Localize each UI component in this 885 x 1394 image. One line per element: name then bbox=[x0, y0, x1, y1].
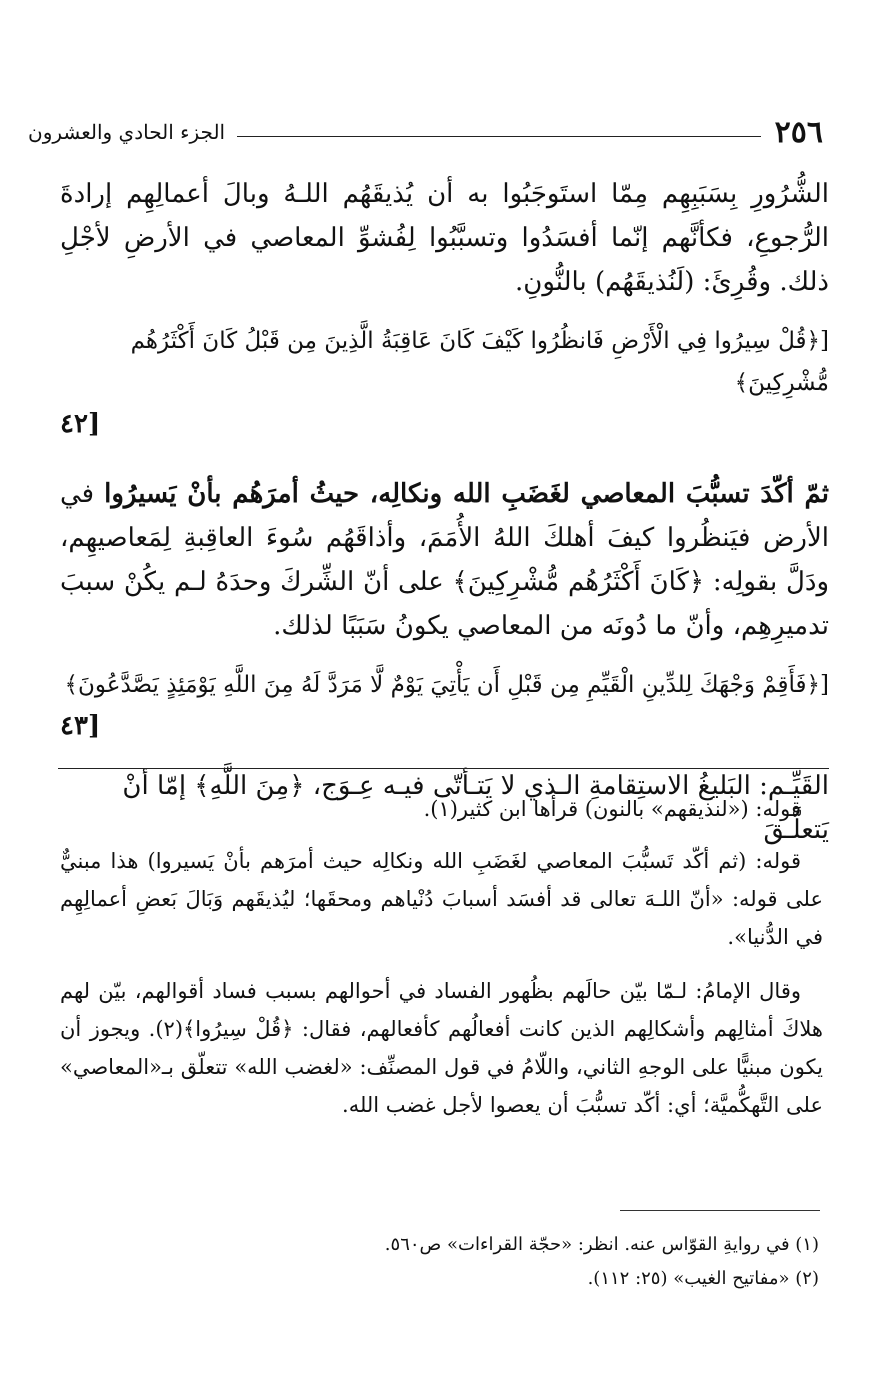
verse-42-text: [﴿قُلْ سِيرُوا فِي الْأَرْضِ فَانظُرُوا كَيْفَ كَانَ عَاقِبَةُ الَّذِينَ مِن قَبْلُ كَانَ أَكْثَرُهُم مُّشْرِكِينَ﴾ bbox=[130, 328, 829, 396]
header-rule bbox=[237, 136, 761, 137]
footnote-divider bbox=[620, 1210, 820, 1211]
verse-42-number: [٤٢ bbox=[60, 409, 101, 439]
page-number: ٢٥٦ bbox=[774, 114, 823, 150]
commentary-3: وقال الإمامُ: لـمّا بيّن حالَهم بظُهور الفساد في أحوالهم بسبب فساد أقوالهم، بيّن لهم هلاكَ أمثالِهم وأشكالِهم الذين كانت أفعالُهم كأفعالهم، فقال: ﴿قُلْ سِيرُوا﴾(٢). ويجوز أن يكون مبنيًّا على الوجهِ الثاني، واللّامُ في قول المصنِّف: «لغضب الله» تتعلّق بـ«المعاصي» على التَّهكُّميَّة؛ أي: أكّد تسبُّبَ أن يعصوا لأجل غضب الله. bbox=[60, 979, 823, 1117]
verse-43-number: [٤٣ bbox=[60, 711, 101, 741]
commentary-2: قوله: (ثم أكّد تَسبُّبَ المعاصي لغَضَبِ الله ونكالِه حيث أمرَهم بأنْ يَسيروا) هذا مبنيٌّ على قوله: «أنّ اللـهَ تعالى قد أفسَد أسبابَ دُنْياهم ومحقَها؛ ليُذيقَهم وَبَالَ بَعضِ أعمالِهِم في الدُّنيا». bbox=[60, 849, 823, 949]
footnotes bbox=[60, 1228, 819, 1296]
paragraph-1: الشُّرُورِ بِسَبَبِهِم مِمّا استَوجَبُوا به أن يُذيقَهُم اللـهُ وبالَ أعمالِهِم إرادةَ الرُّجوعِ، فكأنَّهم إنّما أفسَدُوا وتسبَّبُوا لِفُشوِّ المعاصي في الأرضِ لأجْلِ ذلك. وقُرِئَ: (لَنُذيقَهُم) بالنُّونِ. bbox=[60, 179, 829, 297]
main-text bbox=[60, 172, 829, 852]
running-header bbox=[28, 112, 823, 152]
commentary-divider bbox=[58, 768, 829, 769]
paragraph-2-bold: ثمّ أكّدَ تسبُّبَ المعاصي لغَضَبِ الله ونكالِه، حيثُ أمرَهُم بأنْ يَسيرُوا bbox=[104, 479, 829, 509]
footnote-2: (٢) «مفاتيح الغيب» (٢٥: ١١٢). bbox=[587, 1268, 819, 1289]
paragraph-2-rest: في الأرض فيَنظُروا كيفَ أهلكَ اللهُ الأُمَمَ، وأذاقَهُم سُوءَ العاقِبةِ لِمَعاصيهِم، ودَلَّ بقولِه: ﴿كَانَ أَكْثَرُهُم مُّشْرِكِينَ﴾ على أنّ الشِّركَ وحدَهُ لـم يكُنْ سببَ تدميرِهِم، وأنّ ما دُونَه من المعاصي يكونُ سَبَبًا لذلك. bbox=[60, 479, 829, 641]
paragraph-3: القَيِّـم: البَليغُ الاستِقامةِ الـذي لا يَتـأتّى فيـه عِـوَج، ﴿مِنَ اللَّهِ﴾ إمّا أنْ يَتعلَّـقَ bbox=[122, 771, 829, 845]
paragraph-2 bbox=[60, 472, 829, 648]
verse-43 bbox=[60, 664, 829, 746]
footnote-1: (١) في روايةِ القوّاس عنه. انظر: «حجّة القراءات» ص٥٦٠. bbox=[384, 1234, 819, 1255]
commentary bbox=[60, 790, 823, 1124]
commentary-1: قوله: («لنذيقهم» بالنون) قرأها ابن كثير(١). bbox=[423, 797, 801, 821]
running-title: الجزء الحادي والعشرون bbox=[28, 120, 226, 144]
verse-43-text: [﴿فَأَقِمْ وَجْهَكَ لِلدِّينِ الْقَيِّمِ مِن قَبْلِ أَن يَأْتِيَ يَوْمٌ لَّا مَرَدَّ لَهُ مِنَ اللَّهِ يَوْمَئِذٍ يَصَّدَّعُونَ﴾ bbox=[64, 672, 829, 698]
verse-42 bbox=[60, 320, 829, 444]
